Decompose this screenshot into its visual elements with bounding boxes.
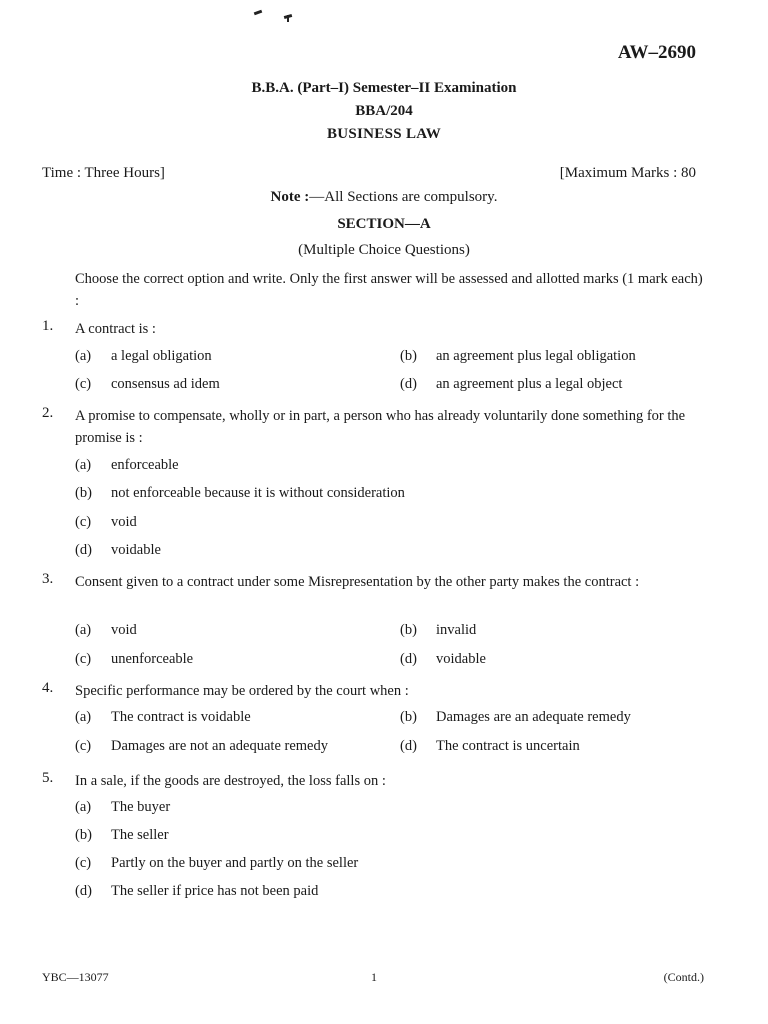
option bbox=[75, 738, 328, 755]
option-text: Damages are not an adequate remedy bbox=[111, 738, 328, 754]
option-text: not enforceable because it is without consideration bbox=[111, 485, 405, 501]
option-text: The seller if price has not been paid bbox=[111, 883, 319, 899]
option-label: (b) bbox=[400, 622, 417, 638]
option bbox=[400, 709, 631, 726]
time-allowed: Time : Three Hours] bbox=[42, 165, 165, 181]
maximum-marks: [Maximum Marks : 80 bbox=[559, 165, 696, 181]
page-number: 1 bbox=[371, 970, 377, 984]
option bbox=[75, 827, 169, 844]
option bbox=[75, 855, 358, 872]
option bbox=[75, 457, 179, 474]
option-label: (c) bbox=[75, 651, 92, 667]
option-label: (b) bbox=[75, 827, 92, 843]
option-text: enforceable bbox=[111, 457, 179, 473]
footer-code: YBC—13077 bbox=[42, 970, 109, 984]
instructions: Choose the correct option and write. Only the first answer will be assessed and allotted marks (1 mark each) : bbox=[75, 271, 703, 309]
option bbox=[75, 542, 161, 559]
section-heading: SECTION—A bbox=[337, 216, 431, 232]
option-text: invalid bbox=[436, 622, 477, 638]
option-text: The buyer bbox=[111, 799, 171, 815]
option-label: (b) bbox=[75, 485, 92, 501]
option bbox=[75, 622, 137, 639]
option bbox=[75, 883, 318, 900]
option-label: (d) bbox=[400, 651, 417, 667]
option-label: (b) bbox=[400, 709, 417, 725]
option-text: voidable bbox=[111, 542, 161, 558]
option bbox=[400, 622, 476, 639]
option-text: an agreement plus legal obligation bbox=[436, 348, 636, 364]
option bbox=[75, 799, 170, 816]
scan-mark bbox=[287, 15, 289, 22]
option-text: unenforceable bbox=[111, 651, 194, 667]
option-label: (d) bbox=[75, 883, 92, 899]
option-label: (b) bbox=[400, 348, 417, 364]
option-text: The contract is uncertain bbox=[436, 738, 580, 754]
option-label: (c) bbox=[75, 514, 92, 530]
course-code: BBA/204 bbox=[355, 103, 413, 119]
option-label: (d) bbox=[400, 376, 417, 392]
exam-title: B.B.A. (Part–I) Semester–II Examination bbox=[251, 80, 517, 96]
question-number: 3. bbox=[42, 571, 54, 587]
question-number: 2. bbox=[42, 405, 54, 421]
option-label: (d) bbox=[400, 738, 417, 754]
option bbox=[400, 738, 580, 755]
question-text: Specific performance may be ordered by the court when : bbox=[75, 683, 409, 699]
option-text: Damages are an adequate remedy bbox=[436, 709, 631, 725]
question-number: 5. bbox=[42, 770, 54, 786]
option bbox=[75, 376, 220, 393]
option-text: consensus ad idem bbox=[111, 376, 220, 392]
option-text: void bbox=[111, 514, 137, 530]
option-text: voidable bbox=[436, 651, 486, 667]
option-label: (a) bbox=[75, 348, 92, 364]
option-label: (c) bbox=[75, 738, 92, 754]
option-label: (a) bbox=[75, 799, 92, 815]
section-subheading: (Multiple Choice Questions) bbox=[298, 242, 470, 258]
option bbox=[75, 348, 212, 365]
option bbox=[400, 376, 622, 393]
option-text: The contract is voidable bbox=[111, 709, 251, 725]
option bbox=[400, 651, 486, 668]
option-label: (d) bbox=[75, 542, 92, 558]
continued-label: (Contd.) bbox=[663, 970, 704, 984]
subject-title: BUSINESS LAW bbox=[326, 126, 442, 142]
option-label: (a) bbox=[75, 709, 92, 725]
option bbox=[75, 709, 251, 726]
option bbox=[75, 514, 137, 531]
option-text: an agreement plus a legal object bbox=[436, 376, 623, 392]
option-label: (a) bbox=[75, 622, 92, 638]
note-label: Note : bbox=[270, 189, 310, 205]
question-text: A promise to compensate, wholly or in part, a person who has already voluntarily done something for the promise is : bbox=[75, 408, 686, 446]
note-text: —All Sections are compulsory. bbox=[309, 189, 498, 205]
option-text: a legal obligation bbox=[111, 348, 212, 364]
question-text: Consent given to a contract under some Misrepresentation by the other party makes the contract : bbox=[75, 574, 640, 590]
option-text: void bbox=[111, 622, 137, 638]
option bbox=[75, 651, 193, 668]
question-text: A contract is : bbox=[75, 321, 156, 337]
option-text: Partly on the buyer and partly on the seller bbox=[111, 855, 359, 871]
question-text: In a sale, if the goods are destroyed, the loss falls on : bbox=[75, 773, 386, 789]
option-text: The seller bbox=[111, 827, 169, 843]
option bbox=[400, 348, 636, 365]
option-label: (c) bbox=[75, 855, 92, 871]
paper-code: AW–2690 bbox=[617, 42, 696, 63]
option-label: (a) bbox=[75, 457, 92, 473]
note bbox=[0, 189, 768, 206]
question-number: 4. bbox=[42, 680, 54, 696]
option-label: (c) bbox=[75, 376, 92, 392]
question-number: 1. bbox=[42, 318, 54, 334]
option bbox=[75, 485, 405, 502]
scan-mark bbox=[254, 10, 263, 16]
